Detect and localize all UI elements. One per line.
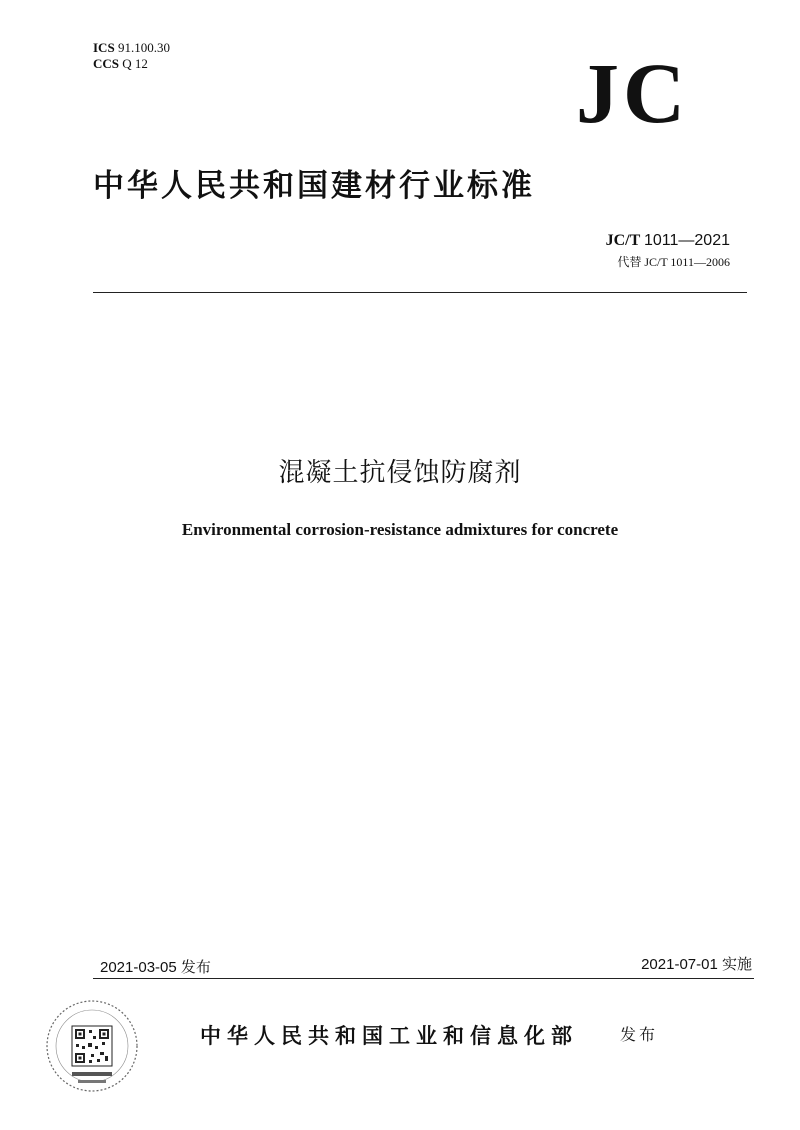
replaces-code: 代替 JC/T 1011—2006 <box>617 255 730 269</box>
ics-value: 91.100.30 <box>117 40 170 55</box>
document-title-cn: 混凝土抗侵蚀防腐剂 <box>278 458 522 488</box>
implementation-date: 2021-07-01 实施 <box>641 956 752 973</box>
top-divider <box>93 292 747 293</box>
ccs-label: CCS <box>93 56 120 71</box>
jc-logo: JC <box>576 45 690 141</box>
ics-ccs-block <box>93 40 170 72</box>
ccs-value: Q 12 <box>122 56 148 71</box>
code-prefix: JC/T <box>605 232 640 249</box>
issue-date: 2021-03-05 发布 <box>100 959 211 976</box>
document-title-en: Environmental corrosion-resistance admixtures for concrete <box>181 520 619 539</box>
issuing-authority-suffix: 发布 <box>620 1025 659 1044</box>
standard-code-block <box>606 232 730 270</box>
code-number: 1011—2021 <box>644 232 730 249</box>
issuing-authority: 中华人民共和国工业和信息化部 <box>200 1024 578 1048</box>
qr-seal-icon <box>42 996 142 1096</box>
bottom-divider <box>93 978 754 979</box>
ics-label: ICS <box>93 40 115 55</box>
standard-title: 中华人民共和国建材行业标准 <box>93 168 535 204</box>
